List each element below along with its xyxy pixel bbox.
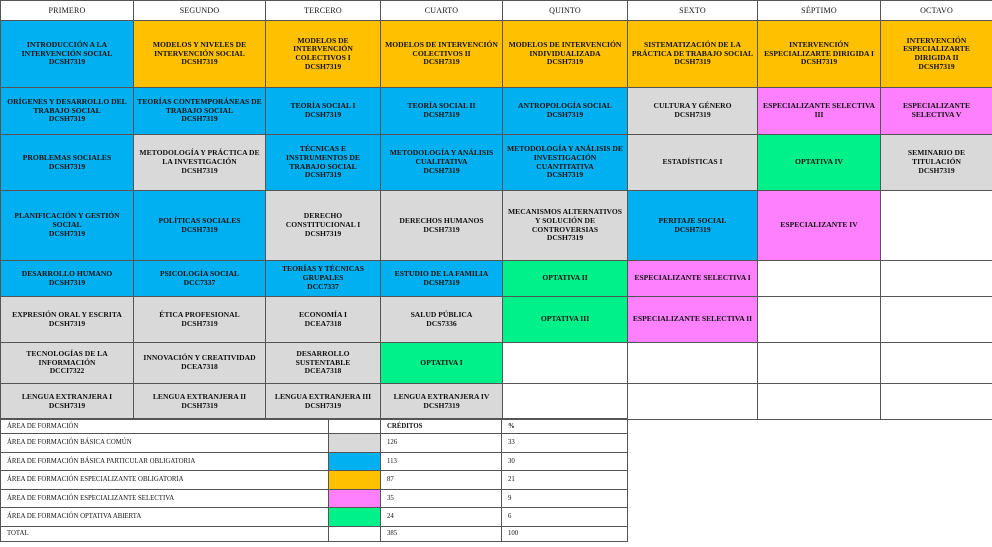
course-name: ESPECIALIZANTE SELECTIVA I: [634, 273, 751, 283]
course-code: DCSH7319: [181, 165, 218, 175]
course-cell: [628, 21, 758, 88]
semester-header: PRIMERO: [1, 1, 134, 21]
course-code: DCS7336: [426, 318, 457, 328]
course-cell: [1, 384, 134, 420]
legend-total-percent: 100: [502, 526, 628, 541]
course-name: DESARROLLO HUMANO: [21, 268, 113, 278]
empty-cell: [758, 343, 881, 384]
course-name: SALUD PÚBLICA: [410, 309, 473, 319]
course-name: ORÍGENES Y DESARROLLO DEL TRABAJO SOCIAL: [7, 96, 127, 115]
legend-header-row: [1, 419, 628, 434]
course-code: DCCI7322: [49, 366, 85, 376]
course-name: ESPECIALIZANTE SELECTIVA II: [632, 314, 753, 324]
semester-header: OCTAVO: [881, 1, 992, 21]
course-name: ESPECIALIZANTE IV: [780, 220, 858, 230]
course-cell: [628, 191, 758, 261]
course-cell: [758, 191, 881, 261]
course-code: DCSH7319: [546, 57, 584, 67]
empty-cell: [758, 384, 881, 420]
course-name: DERECHOS HUMANOS: [399, 215, 484, 225]
course-name: ESPECIALIZANTE SELECTIVA III: [763, 101, 875, 119]
legend-color-swatch: [329, 434, 381, 453]
course-row: [1, 21, 992, 88]
course-cell: [503, 88, 628, 135]
course-cell: [758, 88, 881, 135]
legend-area-label: ÁREA DE FORMACIÓN OPTATIVA ABIERTA: [1, 508, 329, 527]
course-row: [1, 135, 992, 191]
legend-area-label: ÁREA DE FORMACIÓN ESPECIALIZANTE OBLIGATORIA: [1, 471, 329, 490]
empty-cell: [881, 384, 992, 420]
course-cell: [266, 343, 381, 384]
course-cell: [266, 135, 381, 191]
course-name: DERECHO CONSTITUCIONAL I: [285, 211, 361, 230]
course-cell: [134, 88, 266, 135]
course-name: CULTURA Y GÉNERO: [653, 101, 732, 111]
course-name: POLÍTICAS SOCIALES: [158, 215, 241, 225]
credits-legend-table: [0, 418, 628, 542]
semester-header: TERCERO: [266, 1, 381, 21]
semester-header: SEXTO: [628, 1, 758, 21]
course-row: [1, 261, 992, 297]
course-code: DCEA7318: [181, 362, 218, 371]
course-cell: [1, 261, 134, 297]
course-name: MODELOS DE INTERVENCIÓN COLECTIVOS II: [385, 39, 498, 58]
course-name: PROBLEMAS SOCIALES: [22, 152, 112, 162]
course-cell: [381, 21, 503, 88]
course-cell: [266, 21, 381, 88]
empty-cell: [881, 261, 992, 297]
course-name: INTERVENCIÓN ESPECIALIZARTE DIRIGIDA I: [764, 39, 874, 58]
legend-color-swatch: [329, 489, 381, 508]
course-name: METODOLOGÍA Y ANÁLISIS DE INVESTIGACIÓN CUANTITATIVA: [507, 144, 623, 171]
legend-color-swatch: [329, 471, 381, 490]
empty-cell: [881, 297, 992, 343]
course-code: DCSH7319: [304, 170, 342, 180]
course-code: DCSH7319: [423, 57, 460, 67]
course-name: TÉCNICAS E INSTRUMENTOS DE TRABAJO SOCIAL: [286, 144, 360, 171]
course-name: EXPRESIÓN ORAL Y ESCRITA: [12, 309, 122, 319]
course-cell: [881, 135, 992, 191]
course-cell: [134, 384, 266, 420]
course-cell: [266, 261, 381, 297]
course-cell: [134, 261, 266, 297]
course-code: DCSH7319: [48, 114, 86, 124]
course-cell: [628, 261, 758, 297]
course-cell: [381, 261, 503, 297]
legend-header-credits: CRÉDITOS: [381, 419, 502, 434]
legend-header-swatch: [329, 419, 381, 434]
course-name: DESARROLLO SUSTENTABLE: [295, 348, 351, 367]
course-name: LENGUA EXTRANJERA IV: [393, 391, 490, 401]
empty-cell: [503, 343, 628, 384]
course-cell: [381, 135, 503, 191]
course-cell: [881, 88, 992, 135]
course-code: DCSH7319: [423, 110, 460, 119]
course-code: DCSH7319: [423, 165, 460, 175]
course-code: DCSH7319: [48, 57, 86, 67]
course-cell: [134, 135, 266, 191]
course-name: ESTADÍSTICAS I: [662, 157, 723, 167]
legend-credits: 35: [381, 489, 502, 508]
course-name: LENGUA EXTRANJERA I: [21, 391, 113, 401]
legend-row: [1, 452, 628, 471]
course-code: DCSH7319: [546, 110, 584, 119]
legend-credits: 87: [381, 471, 502, 490]
empty-cell: [881, 343, 992, 384]
empty-cell: [628, 384, 758, 420]
course-name: INNOVACIÓN Y CREATIVIDAD: [143, 353, 256, 363]
empty-cell: [628, 343, 758, 384]
legend-total-label: TOTAL: [1, 526, 329, 541]
course-cell: [503, 297, 628, 343]
course-code: DCSH7319: [48, 318, 86, 328]
course-name: TEORÍA SOCIAL I: [290, 101, 356, 111]
course-cell: [758, 135, 881, 191]
course-code: DCSH7319: [423, 224, 460, 234]
course-code: DCC7337: [183, 277, 216, 287]
course-name: TEORÍAS CONTEMPORÁNEAS DE TRABAJO SOCIAL: [137, 96, 262, 115]
course-code: DCEA7318: [304, 318, 342, 328]
course-name: MODELOS DE INTERVENCIÓN INDIVIDUALIZADA: [508, 39, 622, 58]
course-code: DCSH7319: [304, 61, 342, 71]
course-cell: [381, 88, 503, 135]
legend-color-swatch: [329, 508, 381, 527]
legend-credits: 126: [381, 434, 502, 453]
legend-total-swatch: [329, 526, 381, 541]
legend-header-percent: %: [502, 419, 628, 434]
course-cell: [628, 297, 758, 343]
legend-row: [1, 508, 628, 527]
legend-credits: 113: [381, 452, 502, 471]
course-code: DCSH7319: [181, 57, 218, 67]
legend-area-label: ÁREA DE FORMACIÓN BÁSICA COMÚN: [1, 434, 329, 453]
course-code: DCSH7319: [181, 114, 218, 124]
course-cell: [503, 135, 628, 191]
course-code: DCSH7319: [48, 228, 86, 238]
legend-area-label: ÁREA DE FORMACIÓN ESPECIALIZANTE SELECTIVA: [1, 489, 329, 508]
course-cell: [881, 21, 992, 88]
course-code: DCSH7319: [304, 110, 342, 119]
empty-cell: [758, 297, 881, 343]
course-code: DCSH7319: [423, 400, 460, 410]
course-cell: [1, 191, 134, 261]
course-name: PERITAJE SOCIAL: [658, 215, 727, 225]
legend-total-credits: 385: [381, 526, 502, 541]
semester-header: SÉPTIMO: [758, 1, 881, 21]
course-code: DCSH7319: [674, 224, 711, 234]
course-name: OPTATIVA IV: [795, 157, 843, 167]
legend-area-label: ÁREA DE FORMACIÓN BÁSICA PARTICULAR OBLIGATORIA: [1, 452, 329, 471]
course-name: MODELOS Y NIVELES DE INTERVENCIÓN SOCIAL: [152, 39, 247, 58]
empty-cell: [758, 261, 881, 297]
course-name: ESTUDIO DE LA FAMILIA: [394, 268, 489, 278]
legend-percent: 21: [502, 471, 628, 490]
course-cell: [628, 88, 758, 135]
course-cell: [134, 297, 266, 343]
course-name: METODOLOGÍA Y ANÁLISIS CUALITATIVA: [389, 148, 494, 167]
course-code: DCSH7319: [181, 224, 218, 234]
legend-percent: 30: [502, 452, 628, 471]
course-code: DCSH7319: [181, 400, 218, 410]
course-name: PSICOLOGÍA SOCIAL: [159, 268, 240, 278]
course-cell: [381, 297, 503, 343]
empty-cell: [503, 384, 628, 420]
course-code: DCSH7319: [918, 61, 955, 71]
course-cell: [381, 343, 503, 384]
course-row: [1, 343, 992, 384]
course-cell: [134, 191, 266, 261]
course-name: MODELOS DE INTERVENCIÓN COLECTIVOS I: [293, 35, 353, 62]
legend-percent: 33: [502, 434, 628, 453]
course-cell: [503, 261, 628, 297]
course-row: [1, 384, 992, 420]
course-code: DCSH7319: [800, 57, 838, 67]
course-cell: [503, 191, 628, 261]
course-cell: [266, 297, 381, 343]
course-cell: [628, 135, 758, 191]
course-code: DCSH7319: [181, 318, 218, 328]
course-name: TEORÍAS Y TÉCNICAS GRUPALES: [281, 264, 364, 283]
course-cell: [1, 21, 134, 88]
course-code: DCSH7319: [48, 161, 86, 171]
course-name: LENGUA EXTRANJERA III: [274, 391, 372, 401]
legend-percent: 9: [502, 489, 628, 508]
course-name: METODOLOGÍA Y PRÁCTICA DE LA INVESTIGACIÓN: [139, 148, 260, 167]
course-code: DCSH7319: [546, 233, 584, 243]
course-name: ÉTICA PROFESIONAL: [159, 309, 240, 319]
semester-header: CUARTO: [381, 1, 503, 21]
course-cell: [266, 384, 381, 420]
course-cell: [1, 343, 134, 384]
course-name: SISTEMATIZACIÓN DE LA PRÁCTICA DE TRABAJO SOCIAL: [631, 39, 754, 58]
course-name: ECONOMÍA I: [299, 309, 347, 319]
legend-header-area: ÁREA DE FORMACIÓN: [1, 419, 329, 434]
course-cell: [266, 88, 381, 135]
course-name: MECANISMOS ALTERNATIVOS Y SOLUCIÓN DE CONTROVERSIAS: [508, 207, 622, 234]
course-code: DCSH7319: [48, 277, 86, 287]
course-cell: [134, 21, 266, 88]
course-row: [1, 88, 992, 135]
course-code: DCSH7319: [674, 110, 711, 119]
course-name: LENGUA EXTRANJERA II: [152, 391, 247, 401]
legend-color-swatch: [329, 452, 381, 471]
course-code: DCSH7319: [674, 57, 711, 67]
course-name: PLANIFICACIÓN Y GESTIÓN SOCIAL: [14, 211, 120, 230]
legend-row: [1, 471, 628, 490]
course-code: DCSH7319: [423, 277, 460, 287]
course-cell: [1, 135, 134, 191]
course-cell: [381, 384, 503, 420]
course-name: INTRODUCCIÓN A LA INTERVENCIÓN SOCIAL: [21, 39, 113, 58]
legend-percent: 6: [502, 508, 628, 527]
course-name: OPTATIVA II: [542, 273, 588, 283]
course-name: TECNOLOGÍAS DE LA INFORMACIÓN: [26, 348, 108, 367]
course-code: DCSH7319: [304, 400, 342, 410]
course-code: DCC7337: [307, 281, 339, 291]
course-cell: [503, 21, 628, 88]
course-name: ANTROPOLOGÍA SOCIAL: [518, 101, 612, 111]
course-name: SEMINARIO DE TITULACIÓN: [907, 148, 966, 167]
course-cell: [1, 88, 134, 135]
course-row: [1, 191, 992, 261]
course-cell: [381, 191, 503, 261]
semester-header-row: [1, 1, 992, 21]
course-cell: [266, 191, 381, 261]
legend-credits: 24: [381, 508, 502, 527]
course-cell: [134, 343, 266, 384]
course-name: ESPECIALIZANTE SELECTIVA V: [902, 101, 971, 119]
course-name: TEORÍA SOCIAL II: [407, 101, 476, 111]
course-name: INTERVENCIÓN ESPECIALIZARTE DIRIGIDA II: [903, 35, 970, 62]
course-cell: [1, 297, 134, 343]
course-name: OPTATIVA I: [420, 357, 463, 367]
legend-total-row: [1, 526, 628, 541]
course-row: [1, 297, 992, 343]
course-name: OPTATIVA III: [540, 314, 590, 324]
legend-row: [1, 489, 628, 508]
semester-header: SEGUNDO: [134, 1, 266, 21]
course-code: DCSH7319: [304, 228, 342, 238]
empty-cell: [881, 191, 992, 261]
legend-row: [1, 434, 628, 453]
semester-header: QUINTO: [503, 1, 628, 21]
course-cell: [758, 21, 881, 88]
course-code: DCSH7319: [918, 165, 955, 175]
course-code: DCSH7319: [546, 170, 584, 180]
course-code: DCSH7319: [48, 400, 86, 410]
course-code: DCEA7318: [304, 366, 342, 376]
